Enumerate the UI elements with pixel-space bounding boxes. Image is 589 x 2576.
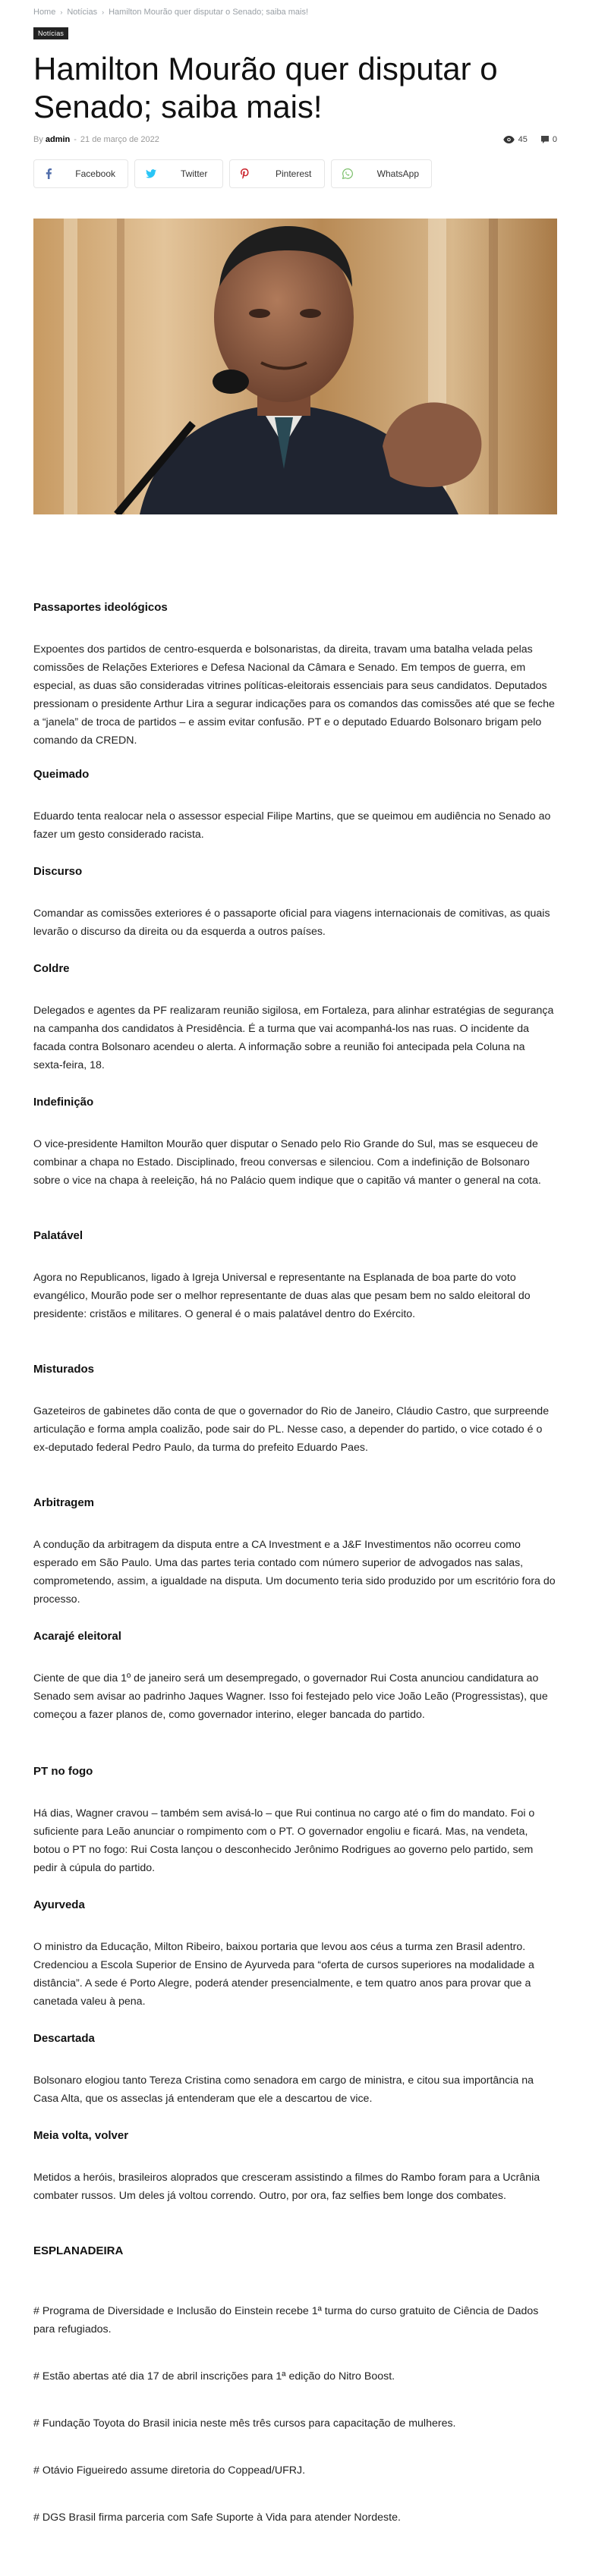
section-heading-text: ESPLANADEIRA [33,2244,124,2257]
comments-count: 0 [552,135,557,144]
section-paragraph [33,1536,557,1609]
paragraph-text: Delegados e agentes da PF realizaram reunião sigilosa, em Fortaleza, para alinhar estratégias de segurança na campanha dos candidatos à Presidência. É a turma que vai acompanhá-los nas ruas. O incidente da facada contra Bolsonaro acendeu o alerta. A informação sobre a reunião foi antecipada pela Coluna na sexta-feira, 18. [33,1005,554,1071]
post-meta [33,135,557,147]
section-heading [33,2030,557,2047]
section-heading-text: Meia volta, volver [33,2129,129,2142]
esplanadeira-item: # DGS Brasil firma parceria com Safe Suporte à Vida para atender Nordeste. [33,2512,401,2524]
share-twitter-button[interactable] [134,159,223,188]
post-date: 21 de março de 2022 [80,135,159,144]
section-paragraph [33,2169,557,2205]
list-item [33,2508,557,2527]
twitter-icon [146,169,165,178]
esplanadeira-item: # Fundação Toyota do Brasil inicia neste mês três cursos para capacitação de mulheres. [33,2417,456,2430]
paragraph-text: Bolsonaro elogiou tanto Tereza Cristina como senadora em cargo de ministra, e citou sua importância na Casa Alta, que os asseclas já entenderam que ele a descartou de vice. [33,2074,534,2105]
section-heading [33,1628,557,1645]
section-heading-text: Acarajé eleitoral [33,1630,121,1643]
views-count: 45 [518,135,528,144]
section-paragraph [33,2071,557,2108]
share-pinterest-label: Pinterest [276,168,312,179]
section-heading-text: Descartada [33,2032,95,2045]
paragraph-text: Agora no Republicanos, ligado à Igreja Universal e representante na Esplanada de boa parte do voto evangélico, Mourão pode ser o melhor representante de duas alas que pesam bem no saldo eleitoral do presidente: cristãos e militares. O general é o mais palatável dentro do Exército. [33,1272,531,1320]
section-heading-text: Misturados [33,1363,95,1376]
section-heading-text: Discurso [33,865,83,878]
share-pinterest-button[interactable] [229,159,325,188]
section-paragraph [33,1402,557,1457]
paragraph-text: Ciente de que dia 1º de janeiro será um desempregado, o governador Rui Costa anunciou candidatura ao Senado sem avisar ao padrinho Jaques Wagner. Isso foi festejado pelo vice João Leão (Progressistas), que começou a fazer planos de, como governador interino, eleger bancada do partido. [33,1672,548,1721]
pinterest-icon [241,168,260,179]
paragraph-text: A condução da arbitragem da disputa entre a CA Investment e a J&F Investimentos não ocorreu como esperado em São Paulo. Uma das partes teria contado com número superior de advogados nas salas, comprometendo, assim, a igualdade na disputa. Um documento teria sido produzido por um escritório fora do processo. [33,1539,556,1606]
section-heading-text: Ayurveda [33,1898,85,1911]
paragraph-text: Comandar as comissões exteriores é o passaporte oficial para viagens internacionais de comitivas, as quais levarão o discurso da direita ou da esquerda a outros países. [33,907,550,938]
section-heading-text: Queimado [33,768,90,781]
section-paragraph [33,1804,557,1877]
list-item [33,2302,557,2339]
section-paragraph [33,904,557,941]
section-heading-text: Palatável [33,1229,83,1242]
whatsapp-icon [342,168,362,179]
section-paragraph [33,1269,557,1323]
section-heading [33,1897,557,1914]
section-heading [33,1495,557,1511]
section-paragraph [33,807,557,844]
breadcrumb-separator-icon: › [102,8,105,16]
facebook-icon [45,168,60,179]
paragraph-text: Expoentes dos partidos de centro-esquerda e bolsonaristas, da direita, travam uma batalha velada pelas comissões de Relações Exteriores e Defesa Nacional da Câmara e Senado. Em tempos de guerra, em especial, as duas são consideradas vitrines políticas-eleitorais essenciais para seus candidatos. Deputados pressionam o presidente Arthur Lira a segurar indicações para os comandos das comissões até que se feche a “janela” de troca de partidos – e assim evitar confusão. PT e o deputado Eduardo Bolsonaro brigam pelo comando da CREDN. [33,643,555,747]
paragraph-text: Gazeteiros de gabinetes dão conta de que o governador do Rio de Janeiro, Cláudio Castro, que surpreende articulação e forma ampla coalizão, pode sair do PL. Nesse caso, a depender do partido, o vice cotado é o ex-deputado federal Pedro Paulo, da turma do prefeito Eduardo Paes. [33,1405,550,1454]
share-bar [33,159,432,188]
esplanadeira-item: # Programa de Diversidade e Inclusão do Einstein recebe 1ª turma do curso gratuito de Ciência de Dados para refugiados. [33,2305,539,2335]
eye-icon [503,136,515,143]
page-title: Hamilton Mourão quer disputar o Senado; saiba mais! [33,51,498,124]
post-stats [503,135,557,144]
featured-image [33,219,557,514]
section-heading [33,599,557,616]
author-link[interactable]: admin [45,135,71,144]
byline-label: By [33,135,43,144]
list-item [33,2414,557,2433]
paragraph-text: Eduardo tenta realocar nela o assessor especial Filipe Martins, que se queimou em audiência no Senado ao fazer um gesto considerado racista. [33,810,551,841]
share-whatsapp-label: WhatsApp [376,168,419,179]
paragraph-text: O vice-presidente Hamilton Mourão quer disputar o Senado pelo Rio Grande do Sul, mas se esqueceu de combinar a chapa no Estado. Disciplinado, freou conversas e silenciou. Com a indefinição de Bolsonaro sobre o vice na chapa à reeleição, há no Palácio quem indique que o capitão vá manter o general na cota. [33,1138,541,1187]
list-item [33,2367,557,2386]
section-paragraph [33,1669,557,1724]
section-heading-text: PT no fogo [33,1765,93,1778]
share-twitter-label: Twitter [181,168,208,179]
share-facebook-label: Facebook [75,168,115,179]
share-facebook-button[interactable] [33,159,128,188]
breadcrumb-current: Hamilton Mourão quer disputar o Senado; saiba mais! [109,8,309,17]
esplanadeira-item: # Estão abertas até dia 17 de abril inscrições para 1ª edição do Nitro Boost. [33,2370,395,2383]
section-paragraph [33,640,557,750]
comments-counter[interactable] [541,135,557,144]
list-item [33,2461,557,2480]
section-heading [33,1361,557,1378]
section-heading [33,766,557,783]
breadcrumb-home[interactable]: Home [33,8,56,17]
section-heading [33,2128,557,2144]
breadcrumb-separator-icon: › [60,8,63,16]
breadcrumb [33,8,308,17]
section-paragraph [33,1135,557,1190]
section-heading [33,1228,557,1244]
paragraph-text: Há dias, Wagner cravou – também sem avisá-lo – que Rui continua no cargo até o fim do mandato. Foi o suficiente para Leão anunciar o rompimento com o PT. O governador engoliu e ficará. Mas, na vendeta, botou o PT no fogo: Rui Costa lançou o desconhecido Jerônimo Rodrigues ao governo pelo partido, sem pedir à cúpula do partido. [33,1807,535,1874]
section-heading-text: Arbitragem [33,1496,95,1509]
comment-icon [541,136,549,143]
paragraph-text: O ministro da Educação, Milton Ribeiro, baixou portaria que levou aos céus a turma zen Brasil adentro. Credenciou a Escola Superior de Ensino de Ayurveda para “oferta de cursos superiores na modalidade a distância”. A sede é Porto Alegre, poderá atender presencialmente, e tem quatro anos para provar que a canetada valeu à pena. [33,1941,534,2008]
section-heading-text: Indefinição [33,1096,94,1109]
section-heading [33,961,557,977]
photo-of-speaker-icon [33,219,557,514]
section-heading-text: Coldre [33,962,70,975]
section-heading [33,1094,557,1111]
category-badge[interactable]: Notícias [33,27,68,39]
section-heading [33,1763,557,1780]
section-paragraph [33,1938,557,2011]
section-heading-text: Passaportes ideológicos [33,601,168,614]
section-heading [33,2243,557,2260]
share-whatsapp-button[interactable] [331,159,432,188]
esplanadeira-item: # Otávio Figueiredo assume diretoria do Coppead/UFRJ. [33,2464,306,2477]
meta-divider: - [74,135,77,144]
section-heading [33,863,557,880]
breadcrumb-section[interactable]: Notícias [67,8,98,17]
views-counter [503,135,528,144]
section-paragraph [33,1002,557,1074]
paragraph-text: Metidos a heróis, brasileiros aloprados que cresceram assistindo a filmes do Rambo foram para a Ucrânia combater russos. Um deles já voltou correndo. Outro, por ora, faz selfies bem longe dos combates. [33,2172,540,2202]
